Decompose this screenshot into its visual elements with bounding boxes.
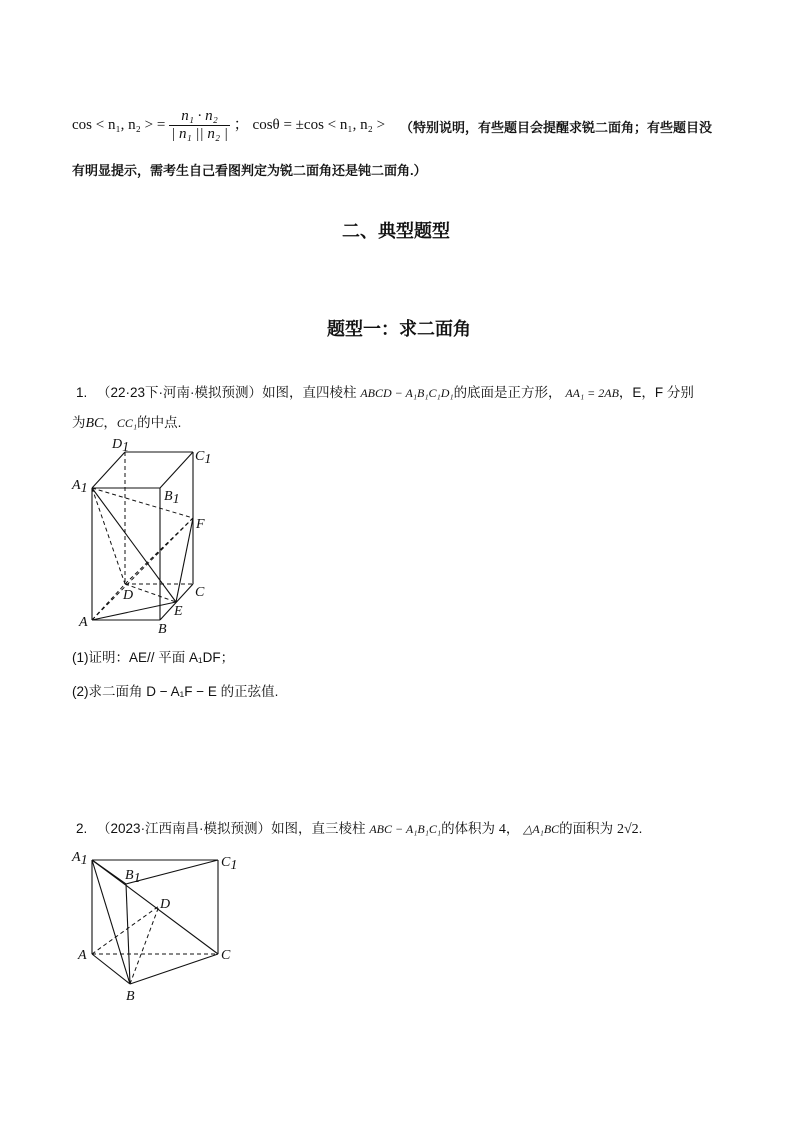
label-A: A [79,615,88,630]
section-title: 二、典型题型 [342,221,450,241]
formula-line [72,108,385,143]
problem1-question2: (2)求二面角 D − A₁F − E 的正弦值. [72,684,279,699]
label-F: F [196,517,205,532]
problem1-bc: BC [85,416,104,431]
figure2-prism [66,844,246,1004]
problem1-cc1: CC₁ [116,416,138,430]
fraction-numerator: n₁ · n₂ [169,108,230,126]
label-C: C [195,585,205,600]
problem1-line2-b: 的中点. [137,415,182,430]
label-B1: B1 [164,489,180,507]
problem2-text-c: ， [505,821,520,836]
problem2-text-b: 的体积为 [441,821,496,836]
label-B: B [158,622,167,637]
problem1-question1: (1)证明：AE// 平面 A₁DF； [72,650,235,665]
problem1-text-b: 的底面是正方形， [453,385,562,400]
separator: ； [233,116,249,133]
cos-lhs: cos < n₁, n₂ > = [72,116,166,133]
label-D1: D1 [112,437,130,455]
figure1-prism [66,432,236,637]
problem2-text-a: 如图，直三棱柱 [271,821,366,836]
problem1-text-c: ，E，F 分别 [618,385,694,400]
edge-A-D [92,906,159,954]
label-C1: C1 [195,449,212,467]
edge-A1-D1 [92,452,125,488]
edge-E-F [176,518,193,602]
problem1-condition: AA₁ = 2AB [565,386,619,400]
problem2-text-e: . [638,821,643,836]
label-A1: A1 [72,478,88,496]
subsection-title: 题型一：求二面角 [327,319,471,339]
problem2-area: 2√2 [616,822,639,837]
label-B: B [126,989,135,1004]
problem1-source: （22·23下·河南·模拟预测） [97,385,263,400]
label-C1: C1 [221,855,238,873]
edge-A1-E [92,488,176,602]
problem2-volume: 4 [498,822,506,837]
problem1-number: 1. [76,385,88,400]
edge-B-C [130,954,218,984]
problem1-prism: ABCD − A₁B₁C₁D₁ [360,386,454,400]
edge-A1-D [92,488,125,584]
problem2-line1 [76,817,642,838]
problem2-source: （2023·江西南昌·模拟预测） [97,821,272,836]
edge-A-E [92,602,176,620]
label-B1: B1 [125,868,141,886]
cos-theta-formula: cosθ = ±cos < n₁, n₂ > [252,116,386,133]
fraction-denominator: | n₁ || n₂ | [171,126,229,142]
problem1-line1 [76,381,694,401]
problem2-text-d: 的面积为 [559,821,614,836]
label-A1: A1 [72,850,88,868]
label-C: C [221,948,231,963]
edge-B-B1 [126,884,130,984]
note-end: 有明显提示，需考生自己看图判定为锐二面角还是钝二面角.） [72,163,427,178]
edge-A-B [92,954,130,984]
edge-B1-C1 [160,452,193,488]
problem1-comma: ， [103,415,117,430]
label-E: E [174,604,183,619]
label-A: A [78,948,87,963]
note-start: （特别说明，有些题目会提醒求锐二面角；有些题目没 [400,120,713,135]
problem2-prism: ABC − A₁B₁C₁ [369,822,442,836]
label-D: D [123,588,134,603]
problem2-triangle: △A₁BC [523,822,560,836]
edge-B-D [130,906,159,984]
problem1-line2 [72,411,181,432]
problem2-number: 2. [76,821,88,836]
fraction [169,108,230,143]
problem1-line2-a: 为 [72,415,86,430]
problem1-text-a: 如图，直四棱柱 [262,385,357,400]
label-D: D [160,897,171,912]
